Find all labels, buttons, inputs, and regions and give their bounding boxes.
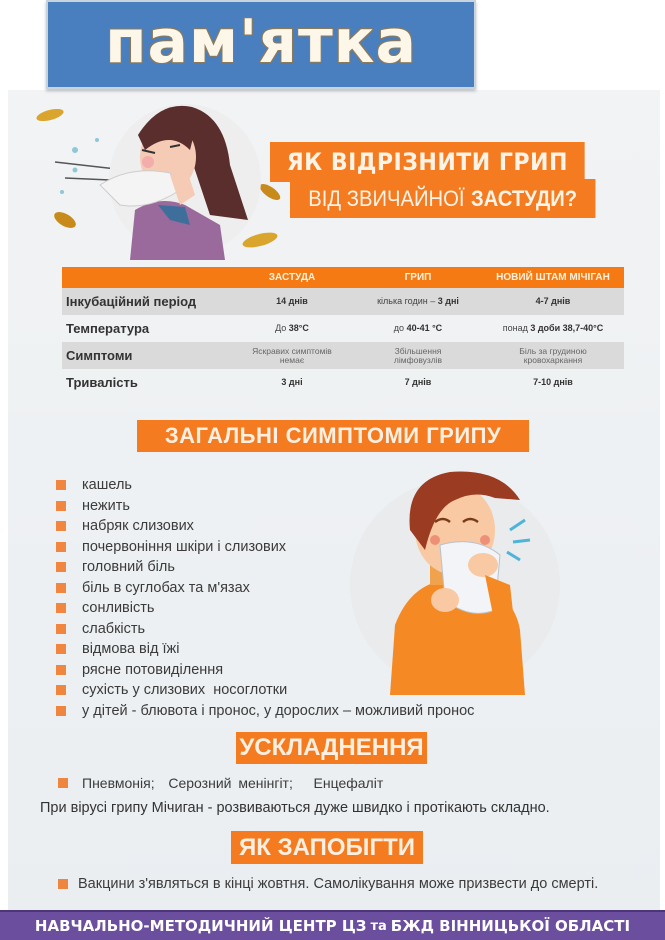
square-bullet-icon <box>56 603 66 613</box>
footer-org-conjunction: та <box>370 918 387 934</box>
list-item: відмова від їжі <box>56 639 474 660</box>
table-header-row <box>62 267 624 288</box>
square-bullet-icon <box>56 542 66 552</box>
list-item: набряк слизових <box>56 516 474 537</box>
list-item: рясне потовиділення <box>56 660 474 681</box>
comparison-table <box>62 267 624 396</box>
footer-org-part2: БЖД ВІННИЦЬКОЇ ОБЛАСТІ <box>390 917 631 935</box>
complications-note: При вірусі грипу Мічиган - розвиваються дуже швидко і протікають складно. <box>40 800 550 816</box>
cell-flu-symptoms: Збільшення лімфовузлів <box>354 342 482 369</box>
headline-line-2-bold: ЗАСТУДИ? <box>470 185 578 211</box>
square-bullet-icon <box>56 706 66 716</box>
list-item: нежить <box>56 496 474 517</box>
complications-item: Пневмонія; Серозний менінгіт; Енцефаліт <box>58 775 383 791</box>
square-bullet-icon <box>56 624 66 634</box>
square-bullet-icon <box>56 685 66 695</box>
list-item: кашель <box>56 475 474 496</box>
square-bullet-icon <box>56 521 66 531</box>
complications-heading: УСКЛАДНЕННЯ <box>236 732 427 764</box>
cell-flu-incubation: кілька годин – 3 дні <box>354 288 482 315</box>
cell-flu-duration: 7 днів <box>404 377 432 387</box>
table-row <box>62 342 624 369</box>
table-header-empty <box>62 267 230 288</box>
row-label-incubation: Інкубаційний період <box>62 288 230 315</box>
row-label-symptoms: Симптоми <box>62 342 230 369</box>
cell-michigan-duration: 7-10 днів <box>533 377 573 387</box>
list-item: біль в суглобах та м'язах <box>56 578 474 599</box>
headline-line-1: ЯК ВІДРІЗНИТИ ГРИП <box>270 142 585 182</box>
footer-org-part1: НАВЧАЛЬНО-МЕТОДИЧНИЙ ЦЕНТР ЦЗ <box>34 917 367 935</box>
headline-line-2-regular: ВІД ЗВИЧАЙНОЇ <box>308 185 465 211</box>
title-banner <box>46 0 476 89</box>
list-item: у дітей - блювота і пронос, у дорослих – можливий пронос <box>56 701 474 722</box>
table-row <box>62 288 624 315</box>
square-bullet-icon <box>56 480 66 490</box>
square-bullet-icon <box>56 562 66 572</box>
cell-cold-duration: 3 дні <box>281 377 303 387</box>
square-bullet-icon <box>56 665 66 675</box>
list-item: сонливість <box>56 598 474 619</box>
row-label-temperature: Температура <box>66 321 150 336</box>
footer-banner <box>0 910 665 940</box>
table-header-flu: ГРИП <box>354 267 482 288</box>
list-item: слабкість <box>56 619 474 640</box>
table-row <box>62 315 624 342</box>
square-bullet-icon <box>56 501 66 511</box>
square-bullet-icon <box>56 644 66 654</box>
cell-cold-incubation: 14 днів <box>230 288 354 315</box>
page-title: пам'ятка <box>105 6 417 77</box>
square-bullet-icon <box>58 879 68 889</box>
table-row <box>62 369 624 396</box>
list-item: головний біль <box>56 557 474 578</box>
list-item: почервоніння шкіри і слизових <box>56 537 474 558</box>
prevention-item: Вакцини з'являться в кінці жовтня. Самолікування може призвести до смерті. <box>58 874 628 894</box>
square-bullet-icon <box>56 583 66 593</box>
cell-michigan-symptoms: Біль за грудиною кровохаркання <box>482 342 624 369</box>
cell-cold-symptoms: Яскравих симптомів немає <box>230 342 354 369</box>
list-item: сухість у слизових носоглотки <box>56 680 474 701</box>
symptoms-list <box>56 475 474 721</box>
headline-line-2 <box>290 179 595 218</box>
cell-cold-temperature: До 38°С <box>275 323 309 333</box>
cell-michigan-temperature: понад 3 доби 38,7-40°С <box>502 323 604 333</box>
square-bullet-icon <box>58 778 68 788</box>
symptoms-heading: ЗАГАЛЬНІ СИМПТОМИ ГРИПУ <box>137 420 529 452</box>
table-header-michigan: НОВИЙ ШТАМ МІЧІГАН <box>482 267 624 288</box>
sneezing-woman-illustration <box>20 95 290 260</box>
cell-flu-temperature: до 40-41 °С <box>393 323 443 333</box>
prevention-heading: ЯК ЗАПОБІГТИ <box>231 831 423 864</box>
row-label-duration: Тривалість <box>66 375 138 390</box>
cell-michigan-incubation: 4-7 днів <box>482 288 624 315</box>
table-header-cold: ЗАСТУДА <box>230 267 354 288</box>
